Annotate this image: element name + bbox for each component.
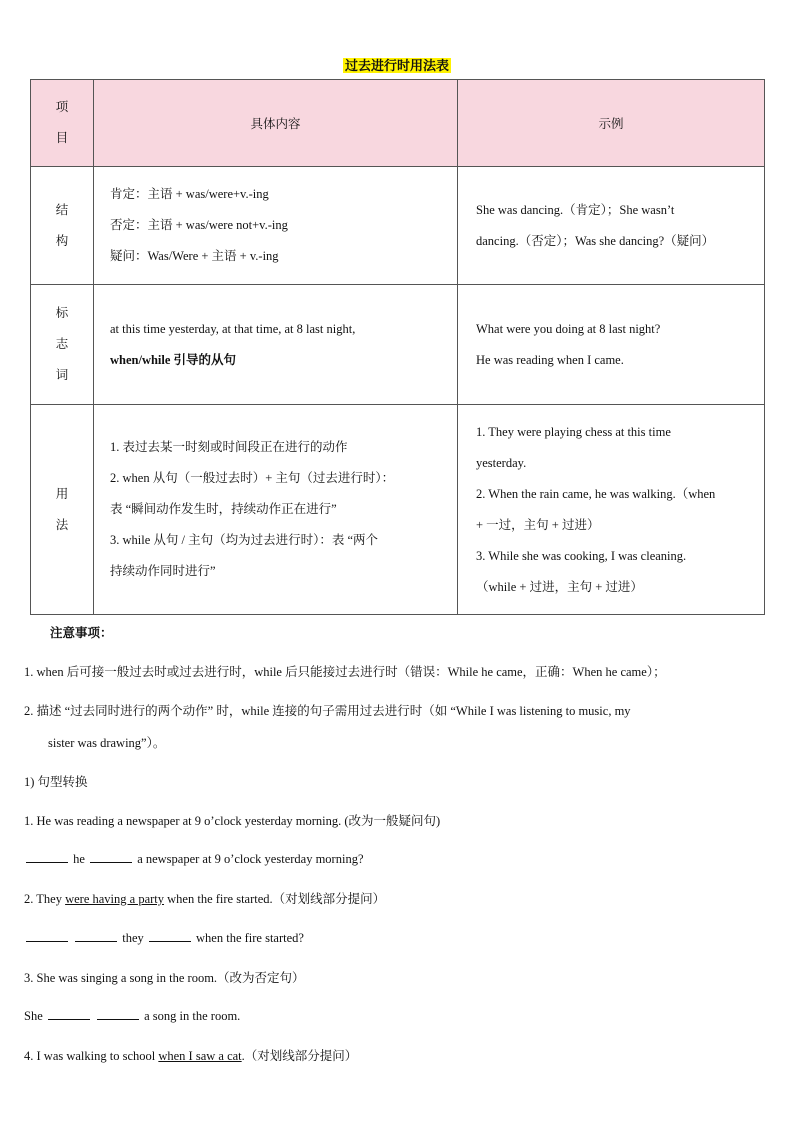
header-item: 项 目 — [31, 80, 94, 167]
exercise-answer-line: he a newspaper at 9 o’clock yesterday morning? — [24, 850, 364, 867]
usage-example: 1. They were playing chess at this time yesterday. 2. When the rain came, he was walking.（when + 一过，主句 + 过进） 3. While she was cooking, I was cleaning. （while + 过进，主句 + 过进） — [458, 405, 765, 615]
exercise-question: 3. She was singing a song in the room.（改为否定句） — [24, 971, 305, 985]
answer-blank[interactable] — [75, 929, 117, 942]
signal-words-content: at this time yesterday, at that time, at 8 last night, when/while 引导的从句 — [94, 285, 458, 405]
answer-blank[interactable] — [26, 850, 68, 863]
structure-example: She was dancing.（肯定）；She wasn’t dancing.（否定）；Was she dancing?（疑问） — [458, 167, 765, 285]
exercise-section-title: 1) 句型转换 — [24, 775, 88, 789]
answer-blank[interactable] — [97, 1007, 139, 1020]
row-label-usage: 用 法 — [31, 405, 94, 615]
answer-blank[interactable] — [149, 929, 191, 942]
usage-content: 1. 表过去某一时刻或时间段正在进行的动作 2. when 从句（一般过去时）+ 主句（过去进行时）： 表 “瞬间动作发生时，持续动作正在进行” 3. while 从句 / 主句（均为过去进行时）：表 “两个 持续动作同时进行” — [94, 405, 458, 615]
answer-blank[interactable] — [48, 1007, 90, 1020]
table-title: 过去进行时用法表 — [344, 58, 449, 73]
signal-words-example: What were you doing at 8 last night? He was reading when I came. — [458, 285, 765, 405]
exercise-answer-line: She a song in the room. — [24, 1009, 241, 1023]
row-label-signal-words: 标 志 词 — [31, 285, 94, 405]
header-content: 具体内容 — [94, 80, 458, 167]
answer-blank[interactable] — [90, 850, 132, 863]
exercise-question: 1. He was reading a newspaper at 9 o’clock yesterday morning. (改为一般疑问句) — [24, 814, 441, 828]
header-example: 示例 — [458, 80, 765, 167]
exercise-question: 4. I was walking to school when I saw a cat.（对划线部分提问） — [24, 1049, 358, 1063]
table-row — [31, 405, 765, 615]
table-header-row — [31, 80, 765, 167]
usage-table — [30, 79, 765, 615]
exercise-question: 2. They were having a party when the fire started.（对划线部分提问） — [24, 892, 386, 906]
note-item: 2. 描述 “过去同时进行的两个动作” 时，while 连接的句子需用过去进行时（如 “While I was listening to music, my — [24, 704, 631, 718]
structure-content: 肯定：主语 + was/were+v.-ing 否定：主语 + was/were not+v.-ing 疑问：Was/Were + 主语 + v.-ing — [94, 167, 458, 285]
exercise-answer-line: they when the fire started? — [24, 929, 304, 946]
note-item: 1. when 后可接一般过去时或过去进行时，while 后只能接过去进行时（错误：While he came，正确：When he came）； — [24, 665, 666, 679]
table-row — [31, 285, 765, 405]
notes-heading: 注意事项： — [50, 626, 113, 640]
table-row — [31, 167, 765, 285]
note-item-continued: sister was drawing”）。 — [48, 736, 166, 750]
row-label-structure: 结 构 — [31, 167, 94, 285]
answer-blank[interactable] — [26, 929, 68, 942]
